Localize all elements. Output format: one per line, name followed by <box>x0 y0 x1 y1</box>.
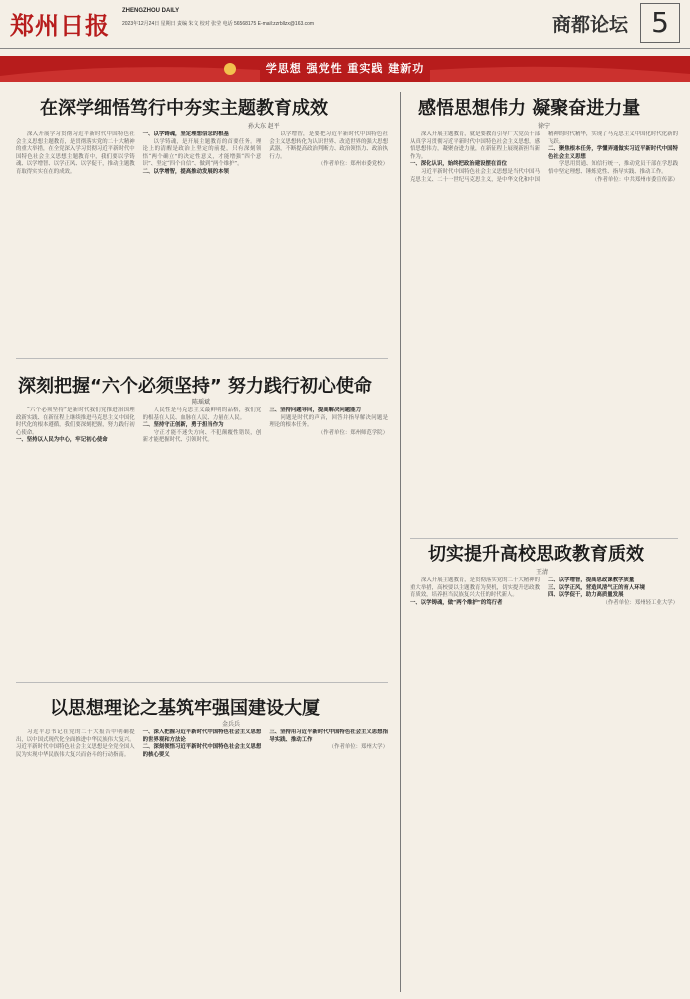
article-2-subhead: 二、聚焦根本任务，学懂弄通做实习近平新时代中国特色社会主义思想 <box>548 146 678 160</box>
article-5-byline: 金兵兵 <box>222 722 241 728</box>
article-3-body <box>16 407 388 677</box>
article-2-byline: 徐宁 <box>538 124 551 130</box>
article-2-paragraph: 学思用贯通、知信行统一，推动党员干部在学思践悟中坚定理想、锤炼党性、指导实践、推动工作。 <box>548 161 678 175</box>
article-4-subhead: 四、以学促干，助力高质量发展 <box>548 592 624 599</box>
page-number: 5 <box>640 3 680 43</box>
article-3-subhead: 二、坚持守正创新，勇于担当作为 <box>142 422 224 429</box>
article-4-paragraph: 深入开展主题教育，是贯彻落实党的二十大精神的重大举措，高校要以主题教育为契机，切实提升思政教育质效，培养担当民族复兴大任的时代新人。 <box>410 577 540 599</box>
article-4-subhead: 二、以学增智，提高思政课教学质量 <box>548 577 635 583</box>
article-2-attribution: （作者单位：中共郑州市委宣传部） <box>591 176 678 183</box>
article-2-title: 感悟思想伟力 凝聚奋进力量 <box>418 98 641 119</box>
article-4-attribution: （作者单位：郑州轻工业大学） <box>602 599 678 606</box>
article-1-subhead: 二、以学增智，提高推动发展的本领 <box>142 168 229 175</box>
article-1-subhead: 一、以学铸魂，坚定理想信念的根基 <box>142 131 229 137</box>
article-1-paragraph: 以学铸魂，是开展主题教育的首要任务。理论上的清醒是政治上坚定的前提，只有深刻领悟“两个确立”的决定性意义，才能增强“四个意识”、坚定“四个自信”、做到“两个维护”。 <box>142 138 262 168</box>
article-5-subhead: 二、深刻领悟习近平新时代中国特色社会主义思想的核心要义 <box>142 744 262 758</box>
article-5-attribution: （作者单位：郑州大学） <box>328 744 388 751</box>
article-3-paragraph: 问题是时代的声音，回答并指导解决问题是理论的根本任务。 <box>269 414 388 429</box>
article-3-paragraph: 守正才能不迷失方向、不犯颠覆性错误，创新才能把握时代、引领时代。 <box>142 429 262 444</box>
newspaper-pinyin: ZHENGZHOU DAILY <box>122 8 180 14</box>
article-2-body <box>410 131 678 533</box>
article-4-title: 切实提升高校思政教育质效 <box>428 544 644 565</box>
article-4-subhead: 三、以学正风，营造风清气正的育人环境 <box>548 584 646 591</box>
article-2-subhead: 一、深化认识，始终把政治建设摆在首位 <box>410 161 508 168</box>
article-5-title: 以思想理论之基筑牢强国建设大厦 <box>50 698 320 719</box>
article-3-byline: 陈瑶斌 <box>192 400 211 406</box>
article-1-paragraph: 以学增智，是要把习近平新时代中国特色社会主义思想转化为认识世界、改造世界的强大思想武器，不断提高政治判断力、政治领悟力、政治执行力。 <box>269 131 388 160</box>
article-4-body <box>410 577 678 991</box>
article-3-attribution: （作者单位：郑州师范学院） <box>317 429 388 436</box>
article-2-paragraph: 习近平新时代中国特色社会主义思想是当代中国马克思主义、二十一世纪马克思主义，是中华文化和中国精神的时代精华，实现了马克思主义中国化时代化新的飞跃。 <box>410 131 678 183</box>
article-separator <box>410 538 678 539</box>
article-5-body <box>16 729 388 991</box>
newspaper-logo: 郑州日报 <box>10 11 110 40</box>
article-separator <box>16 358 388 359</box>
column-divider <box>400 92 401 992</box>
article-1-body <box>16 131 388 353</box>
article-3-subhead: 一、坚持以人民为中心，牢记初心使命 <box>16 437 108 444</box>
article-4-subhead: 一、以学铸魂，做“两个维护”的笃行者 <box>410 599 503 606</box>
article-separator <box>16 682 388 683</box>
banner-slogan: 学思想 强党性 重实践 建新功 <box>265 62 425 75</box>
article-5-subhead: 三、坚持用习近平新时代中国特色社会主义思想指导实践、推动工作 <box>269 729 388 743</box>
header-rule <box>0 48 690 49</box>
article-2-paragraph: 深入开展主题教育，就是要教育引导广大党员干部从真学习贯彻习近平新时代中国特色社会主义思想，感悟思想伟力，凝聚奋进力量，在新征程上展现新担当新作为。 <box>410 131 540 160</box>
article-1-byline: 孙大东 赵平 <box>248 124 280 130</box>
article-3-paragraph: “六个必须坚持”是新时代我们党推进治国理政新实践、在新征程上继续推进马克思主义中国化时代化的根本遵循，我们要深刻把握，努力践行初心使命。 <box>16 407 135 436</box>
article-3-paragraph: 人民性是马克思主义最鲜明的品格，我们党的根基在人民、血脉在人民、力量在人民。 <box>142 407 262 421</box>
article-1-paragraph: 深入开展学习贯彻习近平新时代中国特色社会主义思想主题教育，是贯彻落实党的二十大精神的重大举措，在全党深入学习贯彻习近平新时代中国特色社会主义思想主题教育中，我们要以学铸魂、以学增智、以学正风、以学促干，推动主题教育取得实实在在的成效。 <box>16 131 135 175</box>
article-5-subhead: 一、深入把握习近平新时代中国特色社会主义思想的世界观和方法论 <box>142 729 262 743</box>
article-1-attribution: （作者单位：郑州市委党校） <box>317 161 388 168</box>
article-3-subhead: 三、坚持问题导向，提高解决问题能力 <box>269 407 361 413</box>
date-line: 2023年12月24日 星期日 责编 朱文 校对 张莹 电话 56568175 E-mail:zzrbllzx@163.com <box>122 21 315 27</box>
article-5-paragraph: 习近平总书记在党的二十大报告中明确提出，以中国式现代化全面推进中华民族伟大复兴。习近平新时代中国特色社会主义思想是全党全国人民为实现中华民族伟大复兴而奋斗的行动指南。 <box>16 729 135 758</box>
article-3-title: 深刻把握“六个必须坚持” 努力践行初心使命 <box>18 376 372 397</box>
section-name: 商都论坛 <box>552 14 629 36</box>
article-4-byline: 王清 <box>536 570 549 576</box>
article-1-title: 在深学细悟笃行中夯实主题教育成效 <box>40 98 328 119</box>
